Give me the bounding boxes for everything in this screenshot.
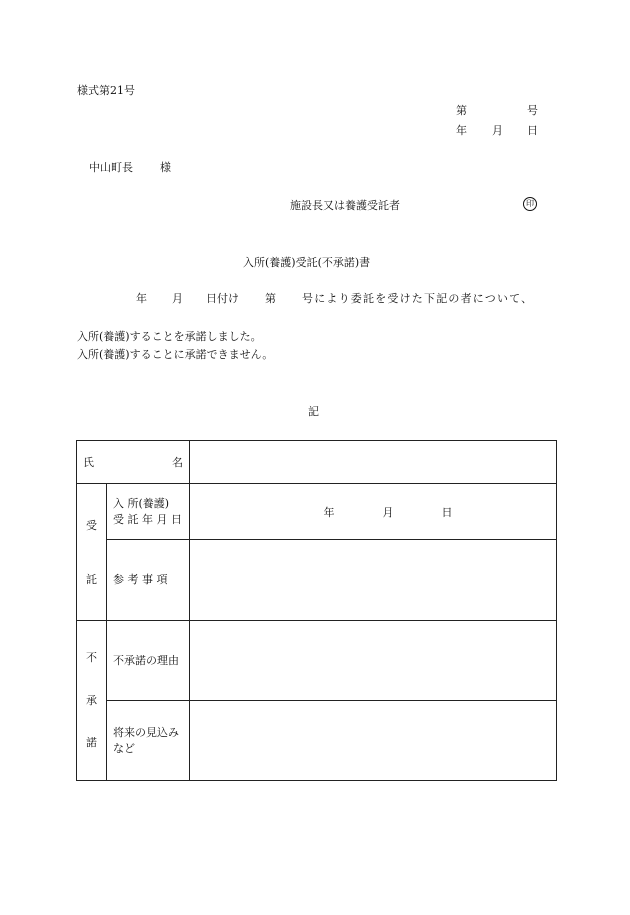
jutaku-char-2: 託 (86, 573, 97, 586)
intro-nen: 年 (136, 292, 147, 305)
header-tsuki: 月 (492, 124, 503, 137)
name-label-first: 氏 (83, 456, 94, 469)
header-dai: 第 (456, 104, 467, 117)
document-title: 入所(養護)受託(不承諾)書 (243, 256, 371, 269)
form-number: 様式第21号 (77, 84, 135, 97)
prospect-label-2: など (113, 741, 135, 755)
prospect-value-cell[interactable] (190, 701, 557, 781)
sanko-label: 参 考 事 項 (113, 573, 168, 586)
fushodaku-char-2: 承 (86, 693, 97, 707)
table-row (77, 484, 557, 540)
addressee-honorific: 様 (160, 161, 171, 174)
sender-label: 施設長又は養護受託者 (290, 199, 400, 212)
jutaku-char-1: 受 (86, 519, 97, 532)
date-tsuki: 月 (382, 505, 394, 519)
header-go: 号 (527, 104, 538, 117)
sanko-value-cell[interactable] (190, 540, 557, 621)
statement-decline: 入所(養護)することに承諾できません。 (77, 348, 274, 361)
intro-hitsuke: 日付け (206, 292, 239, 305)
fushodaku-char-3: 諾 (86, 736, 97, 749)
addressee-name: 中山町長 (89, 161, 133, 174)
name-value-cell[interactable] (190, 441, 557, 484)
intro-dai: 第 (265, 292, 276, 305)
name-label-second: 名 (172, 456, 183, 469)
table-row (77, 621, 557, 701)
header-hi: 日 (527, 124, 538, 137)
fushodaku-char-1: 不 (86, 651, 97, 664)
fushodaku-group-cell (77, 621, 107, 781)
reason-label-cell (107, 621, 190, 701)
statement-accept: 入所(養護)することを承諾しました。 (77, 330, 262, 343)
jutaku-group-cell (77, 484, 107, 621)
prospect-label-1: 将来の見込み (113, 725, 179, 739)
jutaku-date-label-cell (107, 484, 190, 540)
sanko-label-cell (107, 540, 190, 621)
table-row (77, 701, 557, 781)
date-hi: 日 (441, 505, 453, 519)
prospect-label-cell (107, 701, 190, 781)
date-nen: 年 (323, 505, 335, 519)
header-nen: 年 (456, 124, 467, 137)
details-table (76, 440, 557, 781)
reason-value-cell[interactable] (190, 621, 557, 701)
intro-tsuki: 月 (172, 292, 183, 305)
seal-mark: 印 (523, 197, 537, 211)
table-row (77, 540, 557, 621)
jutaku-date-label-1: 入 所(養護) (113, 496, 170, 510)
reason-label: 不承諾の理由 (113, 653, 179, 667)
intro-rest: 号により委託を受けた下記の者について、 (302, 292, 534, 305)
jutaku-date-value-cell[interactable] (190, 484, 557, 540)
ki-heading: 記 (308, 405, 319, 418)
name-label-cell (77, 441, 190, 484)
jutaku-date-label-2: 受 託 年 月 日 (113, 512, 182, 526)
table-row (77, 441, 557, 484)
